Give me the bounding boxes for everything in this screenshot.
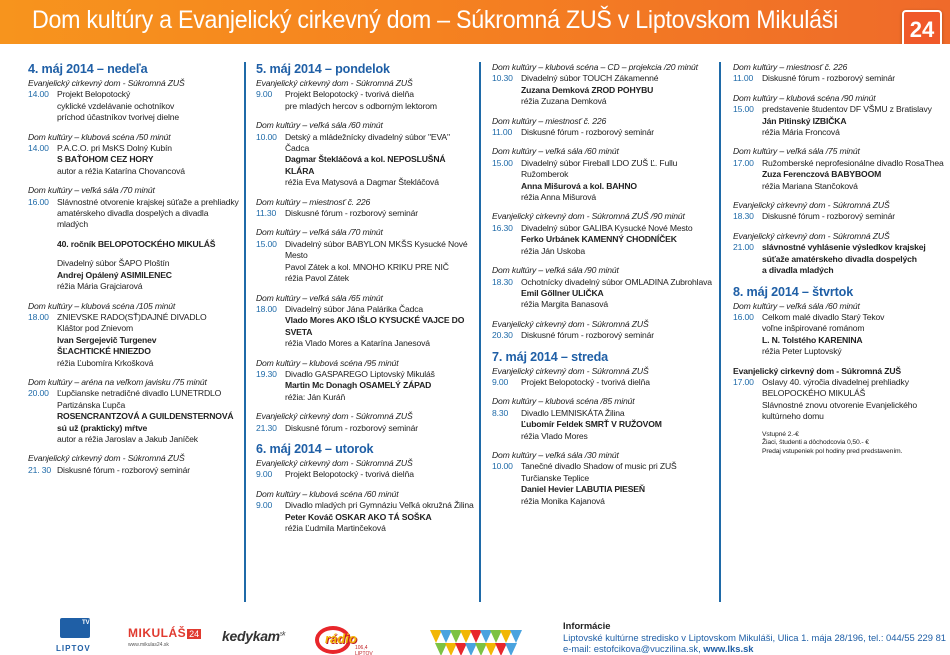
event-title-line: S BAŤOHOM CEZ HORY — [57, 154, 154, 165]
event-detail-line: Turčianske Teplice — [521, 472, 589, 483]
event-time: 11.00 — [492, 127, 513, 138]
event-detail-line: voľne inšpirované románom — [762, 323, 865, 334]
event-description — [762, 377, 948, 423]
event-detail-line: Divadelný súbor Fireball LDO ZUŠ Ľ. Fullu Ružomberok — [521, 157, 678, 180]
event-row — [28, 312, 240, 369]
event-description — [285, 469, 474, 480]
event-time: 11.30 — [256, 208, 277, 219]
program-event — [28, 185, 240, 292]
information-address: Liptovské kultúrne stredisko v Liptovskom Mikuláši, Ulica 1. mája 28/196, tel.: 044/55 229 81 — [563, 631, 947, 643]
event-venue: Dom kultúry – veľká sála /70 minút — [256, 227, 383, 238]
event-description — [57, 143, 240, 177]
event-title-line: sú už (prakticky) mŕtve — [57, 422, 148, 433]
event-time: 20.00 — [28, 388, 49, 399]
event-detail-line: Ľupčianske netradičné divadlo LUNETRDLO — [57, 388, 222, 399]
event-detail-line: Diskusné fórum - rozborový seminár — [285, 208, 418, 219]
website-link[interactable]: www.lks.sk — [703, 643, 754, 655]
event-description — [762, 73, 948, 84]
event-venue: Dom kultúry – miestnosť č. 226 — [733, 62, 848, 72]
program-event — [28, 62, 240, 124]
program-event — [733, 200, 948, 223]
program-event — [28, 132, 240, 178]
event-venue: Dom kultúry – veľká sála /90 minút — [492, 265, 619, 276]
event-description — [521, 127, 714, 138]
event-detail-line: ZNIEVSKE RADO(SŤ)DAJNÉ DIVADLO — [57, 311, 207, 322]
event-title-line: Ján Pitinský IZBIČKA — [762, 115, 847, 126]
program-event — [28, 301, 240, 369]
event-time: 15.00 — [733, 104, 754, 115]
event-description — [285, 304, 474, 350]
event-detail-line: réžia Monika Kajanová — [521, 495, 605, 506]
event-row — [733, 104, 948, 138]
program-event — [256, 197, 474, 220]
event-description — [521, 330, 714, 341]
event-detail-line: BELOPOCKÉHO MIKULÁŠ — [762, 388, 866, 399]
event-title-line: a divadla mladých — [762, 265, 834, 276]
event-venue: Evanjelický cirkevný dom - Súkromná ZUŠ — [28, 453, 185, 464]
event-detail-line: Detský a mládežnícky divadelný súbor "EVA" Čadca — [285, 131, 450, 154]
event-detail-line: réžia Eva Matysová a Dagmar Štekláčová — [285, 177, 439, 188]
event-row — [256, 208, 474, 219]
program-event — [492, 116, 714, 139]
event-venue: Dom kultúry – veľká sála /60 minút — [492, 146, 619, 157]
event-venue: Evanjelický cirkevný dom - Súkromná ZUŠ — [733, 200, 890, 211]
day-heading: 7. máj 2014 – streda — [492, 349, 609, 364]
event-description — [285, 89, 474, 112]
event-detail-line: Celkom malé divadlo Starý Tekov — [762, 311, 885, 322]
event-row — [256, 239, 474, 285]
tv-logo-text: TV — [82, 620, 90, 626]
event-description — [57, 388, 240, 445]
event-venue: Dom kultúry – veľká sála /30 minút — [492, 449, 619, 460]
program-event — [492, 450, 714, 507]
event-detail-line: amatérskeho divadla dospelých a divadla mladých — [57, 208, 209, 230]
event-venue: Evanjelický cirkevný dom - Súkromná ZUŠ — [492, 318, 649, 329]
line-spacer — [57, 250, 240, 258]
event-row — [733, 158, 948, 192]
event-detail-line: Divadlo LEMNISKÁTA Žilina — [521, 407, 625, 418]
event-venue: Evanjelický cirkevný dom - Súkromná ZUŠ — [256, 457, 413, 468]
price-line: Vstupné 2.-€ — [762, 430, 799, 438]
event-detail-line: réžia Anna Mišurová — [521, 192, 597, 203]
event-time: 16.00 — [28, 196, 49, 207]
day-heading: 5. máj 2014 – pondelok — [256, 62, 390, 76]
event-description — [521, 223, 714, 257]
event-row — [256, 132, 474, 189]
program-event — [28, 377, 240, 445]
event-time: 17.00 — [733, 376, 754, 387]
event-row — [492, 408, 714, 442]
event-row — [256, 304, 474, 350]
mikulas-logo-url: www.mikulas24.sk — [128, 642, 169, 648]
event-detail-line: réžia Ľudmila Martinčeková — [285, 523, 386, 533]
event-row — [492, 277, 714, 311]
event-venue: Evanjelický cirkevný dom - Súkromná ZUŠ — [256, 411, 413, 422]
radio-logo — [315, 626, 381, 654]
event-title-line: Daniel Hevier LABUTIA PIESEŇ — [521, 484, 645, 495]
event-time: 21.30 — [256, 422, 277, 433]
event-description — [762, 104, 948, 138]
event-title-line: Ivan Sergejevič Turgenev — [57, 334, 157, 345]
event-detail-line: réžia Mária Grajciarová — [57, 281, 143, 292]
program-event — [256, 411, 474, 434]
program-event — [492, 350, 714, 389]
event-row — [28, 197, 240, 293]
event-detail-line: Divadelný súbor Jána Palárika Čadca — [285, 303, 424, 314]
event-detail-line: réžia Zuzana Demková — [521, 96, 607, 107]
day-heading: 8. máj 2014 – štvrtok — [733, 284, 854, 299]
tv-logo-label: LIPTOV — [56, 644, 91, 653]
program-event — [492, 146, 714, 203]
event-detail-line: Projekt Belopotocký - tvorivá dielňa — [285, 89, 414, 100]
event-detail-line: Partizánska Ľupča — [57, 399, 126, 410]
event-detail-line: Diskusné fórum - rozborový seminár — [521, 127, 654, 138]
event-venue: Evanjelický cirkevný dom - Súkromná ZUŠ /90 minút — [492, 211, 685, 222]
column-divider — [244, 62, 246, 602]
event-venue: Dom kultúry – aréna na veľkom javisku /75 minút — [28, 376, 207, 387]
event-detail-line: Diskusné fórum - rozborový seminár — [762, 73, 895, 84]
event-detail-line: Diskusné fórum - rozborový seminár — [521, 330, 654, 341]
event-row — [492, 377, 714, 388]
email-link[interactable]: e-mail: estofcikova@vuczilina.sk, — [563, 643, 701, 655]
event-detail-line: réžia Peter Luptovský — [762, 346, 842, 357]
line-spacer — [57, 231, 240, 239]
event-detail-line: réžia Ján Uskoba — [521, 245, 585, 256]
event-time: 10.00 — [492, 461, 513, 472]
event-detail-line: cyklické vzdelávanie ochotníkov — [57, 100, 175, 111]
event-venue: Dom kultúry – veľká sála /60 minút — [733, 300, 860, 311]
event-venue: Evanjelický cirkevný dom - Súkromná ZUŠ — [492, 365, 649, 376]
program-event — [256, 120, 474, 188]
event-detail-line: Ochotnícky divadelný súbor OMLADINA Zubrohlava — [521, 276, 712, 287]
mikulas24-logo — [128, 624, 204, 652]
event-description — [285, 132, 474, 189]
event-venue: Dom kultúry – klubová scéna /90 minút — [733, 92, 876, 103]
event-row — [733, 312, 948, 358]
program-event — [733, 285, 948, 358]
event-time: 17.00 — [733, 157, 754, 168]
event-description — [762, 242, 948, 276]
event-description — [762, 312, 948, 358]
event-time: 8.30 — [492, 407, 509, 418]
event-time: 18.00 — [28, 311, 49, 322]
event-venue: Dom kultúry – veľká sála /60 minút — [256, 120, 383, 131]
event-detail-line: Projekt Belopotocký - tvorivá dielňa — [521, 376, 650, 387]
ticket-prices — [762, 431, 948, 457]
event-title-line: súťaže amatérskeho divadla dospelých — [762, 253, 917, 264]
event-detail-line: pre mladých hercov s odborným lektorom — [285, 100, 437, 111]
event-description — [285, 369, 474, 403]
event-description — [762, 211, 948, 222]
event-description — [285, 239, 474, 285]
event-detail-line: réžia Mariana Stančoková — [762, 180, 858, 191]
program-event — [492, 396, 714, 442]
event-row — [28, 388, 240, 445]
event-time: 15.00 — [492, 157, 513, 168]
event-detail-line: Divadelný súbor BABYLON MKŠS Kysucké Nové Mesto — [285, 238, 468, 261]
event-detail-line: Diskusné fórum - rozborový seminár — [762, 211, 895, 222]
program-event — [733, 231, 948, 277]
event-description — [521, 377, 714, 388]
column-divider — [719, 62, 721, 602]
mikulas-logo-number: 24 — [189, 629, 200, 639]
event-row — [733, 377, 948, 423]
event-detail-line: Slávnostné otvorenie krajskej súťaže a prehliadky — [57, 196, 239, 207]
event-row — [256, 369, 474, 403]
event-venue: Evanjelický cirkevný dom - Súkromná ZUŠ — [733, 365, 902, 376]
event-time: 11.00 — [733, 73, 754, 84]
event-time: 14.00 — [28, 143, 49, 154]
event-row — [28, 143, 240, 177]
event-detail-line: Divadelný súbor TOUCH Zákamenné — [521, 73, 659, 84]
event-venue: Evanjelický cirkevný dom - Súkromná ZUŠ — [733, 230, 890, 241]
event-row — [733, 73, 948, 84]
event-venue: Dom kultúry – klubová scéna /95 minút — [256, 357, 399, 368]
event-row — [256, 89, 474, 112]
event-time: 9.00 — [256, 500, 273, 511]
event-detail-line: Projekt Belopotocký — [57, 89, 131, 100]
event-time: 18.30 — [733, 211, 754, 222]
event-title-line: Zuzana Demková ZROD POHYBU — [521, 84, 654, 95]
event-row — [492, 127, 714, 138]
event-detail-line: predstavenie študentov DF VŠMU z Bratislavy — [762, 104, 932, 115]
event-time: 9.00 — [256, 89, 273, 100]
price-line: Žiaci, študenti a dôchodcovia 0,50.- € — [762, 439, 869, 447]
program-column-1 — [28, 62, 240, 607]
event-description — [57, 312, 240, 369]
header-banner — [0, 0, 950, 44]
event-detail-line: Divadelný súbor ŠAPO Ploštín — [57, 258, 170, 269]
event-title-line: Ferko Urbánek KAMENNÝ CHODNÍČEK — [521, 234, 677, 245]
event-description — [57, 89, 240, 123]
radio-logo-sub: 106,4 LIPTOV — [355, 645, 373, 655]
event-row — [28, 89, 240, 123]
event-row — [492, 461, 714, 507]
event-detail-line: Slávnostné znovu otvorenie Evanjelického — [762, 399, 917, 410]
event-title-line: Vlado Mores AKO IŠLO KYSUCKÉ VAJCE DO SVETA — [285, 315, 465, 337]
program-event — [256, 227, 474, 284]
event-venue: Dom kultúry – klubová scéna – CD – projekcia /20 minút — [492, 62, 698, 72]
event-detail-line: Kláštor pod Znievom — [57, 323, 133, 334]
event-time: 10.00 — [256, 131, 277, 142]
page-title: Dom kultúry a Evanjelický cirkevný dom – Súkromná ZUŠ v Liptovskom Mikuláši — [32, 6, 839, 34]
program-event — [256, 62, 474, 112]
event-description — [521, 408, 714, 442]
event-venue: Dom kultúry – klubová scéna /105 minút — [28, 300, 176, 311]
event-detail-line: Divadlo GASPAREGO Liptovský Mikuláš — [285, 368, 435, 379]
program-event — [492, 265, 714, 311]
event-description — [521, 158, 714, 204]
radio-logo-text: rádio — [325, 631, 357, 646]
event-detail-line: Ružomberské neprofesionálne divadlo RosaThea — [762, 157, 944, 168]
event-time: 9.00 — [492, 376, 509, 387]
mikulas-logo-text: MIKULÁŠ — [128, 626, 187, 640]
event-time: 9.00 — [256, 469, 273, 480]
price-line: Predaj vstupeniek pol hodiny pred predstavením. — [762, 447, 903, 455]
program-event — [492, 62, 714, 108]
program-event — [733, 366, 948, 423]
program-event — [492, 211, 714, 257]
event-venue: Dom kultúry – miestnosť č. 226 — [492, 115, 607, 126]
tv-liptov-logo — [56, 618, 96, 652]
event-title-line: Emil Gőllner ULIČKA — [521, 287, 604, 298]
program-event — [733, 62, 948, 85]
event-detail-line: autor a réžia Jaroslav a Jakub Janíček — [57, 433, 198, 444]
event-description — [57, 197, 240, 293]
event-detail-line: réžia Margita Banasová — [521, 299, 608, 310]
event-title-line: Andrej Opálený ASIMILENEC — [57, 269, 172, 280]
event-description — [521, 73, 714, 107]
event-venue: Dom kultúry – veľká sála /70 minút — [28, 185, 155, 196]
event-row — [256, 500, 474, 534]
event-row — [492, 73, 714, 107]
information-box — [563, 620, 948, 655]
program-event — [256, 358, 474, 404]
program-column-3 — [492, 62, 714, 607]
event-detail-line: Divadelný súbor GALIBA Kysucké Nové Mesto — [521, 222, 693, 233]
event-detail-line: Tanečné divadlo Shadow of music pri ZUŠ — [521, 461, 677, 472]
event-title-line: Martin Mc Donagh OSAMELÝ ZÁPAD — [285, 380, 432, 391]
event-description — [57, 465, 240, 476]
event-row — [492, 158, 714, 204]
event-description — [285, 423, 474, 434]
program-column-4 — [733, 62, 948, 607]
event-row — [256, 423, 474, 434]
event-detail-line: réžia Vlado Mores — [521, 430, 588, 441]
column-divider — [479, 62, 481, 602]
event-time: 18.30 — [492, 276, 513, 287]
event-venue: Dom kultúry – miestnosť č. 226 — [256, 196, 371, 207]
day-heading: 4. máj 2014 – nedeľa — [28, 62, 148, 76]
event-description — [285, 500, 474, 534]
program-column-2 — [256, 62, 474, 607]
event-venue: Evanjelický cirkevný dom - Súkromná ZUŠ — [256, 78, 413, 88]
event-time: 16.00 — [733, 311, 754, 322]
event-row — [492, 223, 714, 257]
event-time: 10.30 — [492, 73, 513, 84]
event-detail-line: réžia: Ján Kuráň — [285, 391, 346, 402]
event-time: 16.30 — [492, 222, 513, 233]
event-detail-line: Diskusné fórum - rozborový seminár — [57, 464, 190, 475]
program-event — [492, 319, 714, 342]
event-venue: Dom kultúry – klubová scéna /60 minút — [256, 488, 399, 499]
event-time: 19.30 — [256, 368, 277, 379]
event-detail-line: kultúrneho domu — [762, 411, 824, 422]
event-description — [762, 158, 948, 192]
event-row — [492, 330, 714, 341]
event-title-line: Anna Mišurová a kol. BAHNO — [521, 180, 637, 191]
kedykam-logo — [222, 628, 285, 644]
event-title-line: Dagmar Štekláčová a kol. NEPOSLUŠNÁ KLÁRA — [285, 154, 446, 176]
information-contact — [563, 643, 948, 655]
event-detail-line: Pavol Zátek a kol. MNOHO KRIKU PRE NIČ — [285, 261, 449, 272]
event-time: 15.00 — [256, 238, 277, 249]
event-row — [28, 465, 240, 476]
event-venue: Dom kultúry – klubová scéna /50 minút — [28, 131, 171, 142]
event-detail-line: autor a réžia Katarína Chovancová — [57, 165, 185, 176]
event-detail-line: réžia Mária Froncová — [762, 127, 840, 138]
event-title-line: Zuza Ferenczová BABYBOOM — [762, 169, 882, 180]
event-detail-line: príchod účastníkov tvorivej dielne — [57, 112, 179, 123]
program-event — [256, 489, 474, 535]
program-event — [733, 93, 948, 139]
event-time: 18.00 — [256, 303, 277, 314]
kedykam-logo-sup: sk — [279, 631, 286, 638]
event-title-line: Ľubomír Feldek SMRŤ V RUŽOVOM — [521, 419, 662, 430]
event-row — [733, 211, 948, 222]
event-detail-line: P.A.C.O. pri MsKS Dolný Kubín — [57, 143, 172, 154]
event-time: 21.00 — [733, 242, 754, 253]
event-detail-line: Projekt Belopotocký - tvorivá dielňa — [285, 469, 414, 480]
event-title-line: 40. ročník BELOPOTOCKÉHO MIKULÁŠ — [57, 238, 216, 249]
event-detail-line: Oslavy 40. výročia divadelnej prehliadky — [762, 376, 909, 387]
program-event — [733, 146, 948, 192]
event-time: 14.00 — [28, 89, 49, 100]
event-detail-line: Diskusné fórum - rozborový seminár — [285, 422, 418, 433]
event-time: 20.30 — [492, 330, 513, 341]
event-venue: Dom kultúry – veľká sála /75 minút — [733, 146, 860, 157]
event-detail-line: Divadlo mladých pri Gymnáziu Veľká okružná Žilina — [285, 500, 474, 511]
event-venue: Dom kultúry – klubová scéna /85 minút — [492, 396, 635, 407]
event-description — [521, 277, 714, 311]
day-heading: 6. máj 2014 – utorok — [256, 441, 374, 456]
event-title-line: ŠĽACHTICKÉ HNIEZDO — [57, 346, 151, 357]
program-event — [28, 453, 240, 476]
information-title: Informácie — [563, 620, 611, 631]
event-description — [521, 461, 714, 507]
event-title-line: ROSENCRANTZOVÁ A GUILDENSTERNOVÁ — [57, 411, 234, 422]
event-detail-line: réžia Vlado Mores a Katarína Janesová — [285, 338, 430, 349]
program-event — [256, 293, 474, 350]
event-row — [733, 242, 948, 276]
event-row — [256, 469, 474, 480]
event-detail-line: réžia Pavol Zátek — [285, 273, 349, 284]
kedykam-logo-text: kedykam — [222, 628, 280, 644]
program-event — [256, 442, 474, 481]
event-venue: Dom kultúry – veľká sála /65 minút — [256, 292, 383, 303]
event-description — [285, 208, 474, 219]
event-title-line: Peter Kováč OSKAR AKO TÁ SOŠKA — [285, 511, 432, 522]
event-venue: Evanjelický cirkevný dom - Súkromná ZUŠ — [28, 78, 185, 88]
logo-24-badge: 24 — [902, 10, 942, 44]
event-time: 21. 30 — [28, 464, 51, 475]
event-detail-line: réžia Ľubomíra Krkošková — [57, 357, 154, 368]
triangle-pattern-logo — [430, 630, 522, 655]
event-title-line: slávnostné vyhlásenie výsledkov krajskej — [762, 242, 926, 253]
event-title-line: L. N. Tolstého KARENINA — [762, 334, 863, 345]
